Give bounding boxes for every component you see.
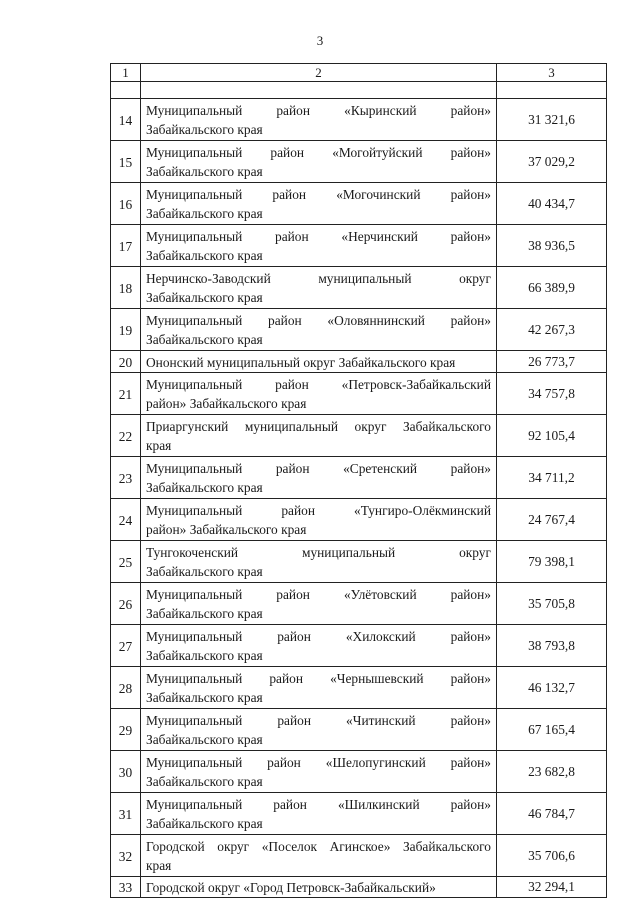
table-row [111, 267, 607, 309]
amount-value: 40 434,7 [497, 183, 607, 225]
municipality-name-line-2: Забайкальского края [146, 732, 263, 747]
municipality-name-line-1: Муниципальный район «Могочинский район» [146, 187, 491, 202]
table-row [111, 351, 607, 373]
table-row [111, 793, 607, 835]
municipality-name-line-2: Забайкальского края [146, 606, 263, 621]
municipality-name [141, 541, 497, 583]
municipality-name [141, 835, 497, 877]
row-number: 14 [111, 99, 141, 141]
amount-value: 38 793,8 [497, 625, 607, 667]
municipality-name-line-2: Забайкальского края [146, 290, 263, 305]
municipality-name-line-1: Городской округ «Поселок Агинское» Забайкальского [146, 839, 491, 854]
municipality-name [141, 793, 497, 835]
municipality-name-line-2: Забайкальского края [146, 774, 263, 789]
header-col-1: 1 [111, 64, 141, 82]
header-col-3: 3 [497, 64, 607, 82]
municipality-name-line-1: Муниципальный район «Чернышевский район» [146, 671, 491, 686]
municipality-name [141, 583, 497, 625]
row-number: 31 [111, 793, 141, 835]
row-number: 27 [111, 625, 141, 667]
amount-value: 46 132,7 [497, 667, 607, 709]
table-row [111, 499, 607, 541]
municipality-name-line-2: район» Забайкальского края [146, 522, 307, 537]
table-row [111, 309, 607, 351]
table-blank-row [111, 82, 607, 99]
municipality-name [141, 709, 497, 751]
municipality-name [141, 267, 497, 309]
header-col-2: 2 [141, 64, 497, 82]
table-row [111, 373, 607, 415]
municipality-name [141, 877, 497, 898]
table-row [111, 709, 607, 751]
amount-value: 34 757,8 [497, 373, 607, 415]
amount-value: 23 682,8 [497, 751, 607, 793]
row-number: 23 [111, 457, 141, 499]
municipality-name [141, 309, 497, 351]
amount-value: 38 936,5 [497, 225, 607, 267]
amount-value: 46 784,7 [497, 793, 607, 835]
row-number: 15 [111, 141, 141, 183]
amount-value: 67 165,4 [497, 709, 607, 751]
row-number: 28 [111, 667, 141, 709]
row-number: 19 [111, 309, 141, 351]
municipality-name [141, 667, 497, 709]
municipality-name [141, 183, 497, 225]
municipality-name-line-1: Муниципальный район «Оловяннинский район» [146, 313, 491, 328]
municipality-name-line-2: Забайкальского края [146, 564, 263, 579]
municipality-name [141, 457, 497, 499]
table-row [111, 583, 607, 625]
table-row [111, 625, 607, 667]
municipality-name [141, 415, 497, 457]
municipality-name [141, 99, 497, 141]
municipality-name-line-1: Приаргунский муниципальный округ Забайкальского [146, 419, 491, 434]
table-header-row [111, 64, 607, 82]
municipality-name-line-2: Забайкальского края [146, 648, 263, 663]
municipality-name-line-2: Забайкальского края [146, 332, 263, 347]
row-number: 30 [111, 751, 141, 793]
municipality-name-line-1: Городской округ «Город Петровск-Забайкальский» [146, 880, 436, 895]
amount-value: 79 398,1 [497, 541, 607, 583]
table-row [111, 751, 607, 793]
allocation-table [110, 63, 607, 898]
table-row [111, 183, 607, 225]
table-row [111, 541, 607, 583]
municipality-name [141, 225, 497, 267]
row-number: 32 [111, 835, 141, 877]
municipality-name-line-1: Тунгокоченский муниципальный округ [146, 545, 491, 560]
municipality-name-line-2: края [146, 858, 172, 873]
table-row [111, 415, 607, 457]
amount-value: 35 706,6 [497, 835, 607, 877]
row-number: 20 [111, 351, 141, 373]
row-number: 18 [111, 267, 141, 309]
amount-value: 35 705,8 [497, 583, 607, 625]
municipality-name [141, 625, 497, 667]
table-row [111, 667, 607, 709]
row-number: 24 [111, 499, 141, 541]
municipality-name [141, 751, 497, 793]
municipality-name [141, 499, 497, 541]
municipality-name [141, 141, 497, 183]
municipality-name-line-2: Забайкальского края [146, 480, 263, 495]
municipality-name-line-2: края [146, 438, 172, 453]
municipality-name-line-1: Муниципальный район «Хилокский район» [146, 629, 491, 644]
municipality-name [141, 373, 497, 415]
municipality-name-line-2: Забайкальского края [146, 816, 263, 831]
row-number: 25 [111, 541, 141, 583]
amount-value: 37 029,2 [497, 141, 607, 183]
table-row [111, 225, 607, 267]
municipality-name-line-1: Муниципальный район «Сретенский район» [146, 461, 491, 476]
municipality-name-line-2: Забайкальского края [146, 164, 263, 179]
amount-value: 24 767,4 [497, 499, 607, 541]
row-number: 22 [111, 415, 141, 457]
row-number: 29 [111, 709, 141, 751]
amount-value: 26 773,7 [497, 351, 607, 373]
municipality-name-line-1: Муниципальный район «Улётовский район» [146, 587, 491, 602]
row-number: 17 [111, 225, 141, 267]
row-number: 33 [111, 877, 141, 898]
table-row [111, 141, 607, 183]
row-number: 21 [111, 373, 141, 415]
municipality-name-line-1: Муниципальный район «Петровск-Забайкальский [146, 377, 491, 392]
row-number: 26 [111, 583, 141, 625]
municipality-name-line-1: Муниципальный район «Нерчинский район» [146, 229, 491, 244]
municipality-name-line-2: Забайкальского края [146, 122, 263, 137]
amount-value: 92 105,4 [497, 415, 607, 457]
municipality-name-line-2: Забайкальского края [146, 206, 263, 221]
municipality-name-line-2: Забайкальского края [146, 248, 263, 263]
municipality-name [141, 351, 497, 373]
row-number: 16 [111, 183, 141, 225]
municipality-name-line-1: Ононский муниципальный округ Забайкальского края [146, 354, 456, 370]
municipality-name-line-1: Нерчинско-Заводский муниципальный округ [146, 271, 491, 286]
amount-value: 66 389,9 [497, 267, 607, 309]
amount-value: 42 267,3 [497, 309, 607, 351]
municipality-name-line-1: Муниципальный район «Читинский район» [146, 713, 491, 728]
amount-value: 34 711,2 [497, 457, 607, 499]
amount-value: 31 321,6 [497, 99, 607, 141]
municipality-name-line-1: Муниципальный район «Могойтуйский район» [146, 145, 491, 160]
municipality-name-line-1: Муниципальный район «Тунгиро-Олёкминский [146, 503, 491, 518]
table-row [111, 877, 607, 898]
page-number: 3 [316, 33, 324, 48]
municipality-name-line-2: Забайкальского края [146, 690, 263, 705]
table-row [111, 835, 607, 877]
municipality-name-line-1: Муниципальный район «Кыринский район» [146, 103, 491, 118]
amount-value: 32 294,1 [497, 877, 607, 898]
municipality-name-line-1: Муниципальный район «Шелопугинский район» [146, 755, 491, 770]
municipality-name-line-2: район» Забайкальского края [146, 396, 307, 411]
table-row [111, 457, 607, 499]
municipality-name-line-1: Муниципальный район «Шилкинский район» [146, 797, 491, 812]
table-row [111, 99, 607, 141]
